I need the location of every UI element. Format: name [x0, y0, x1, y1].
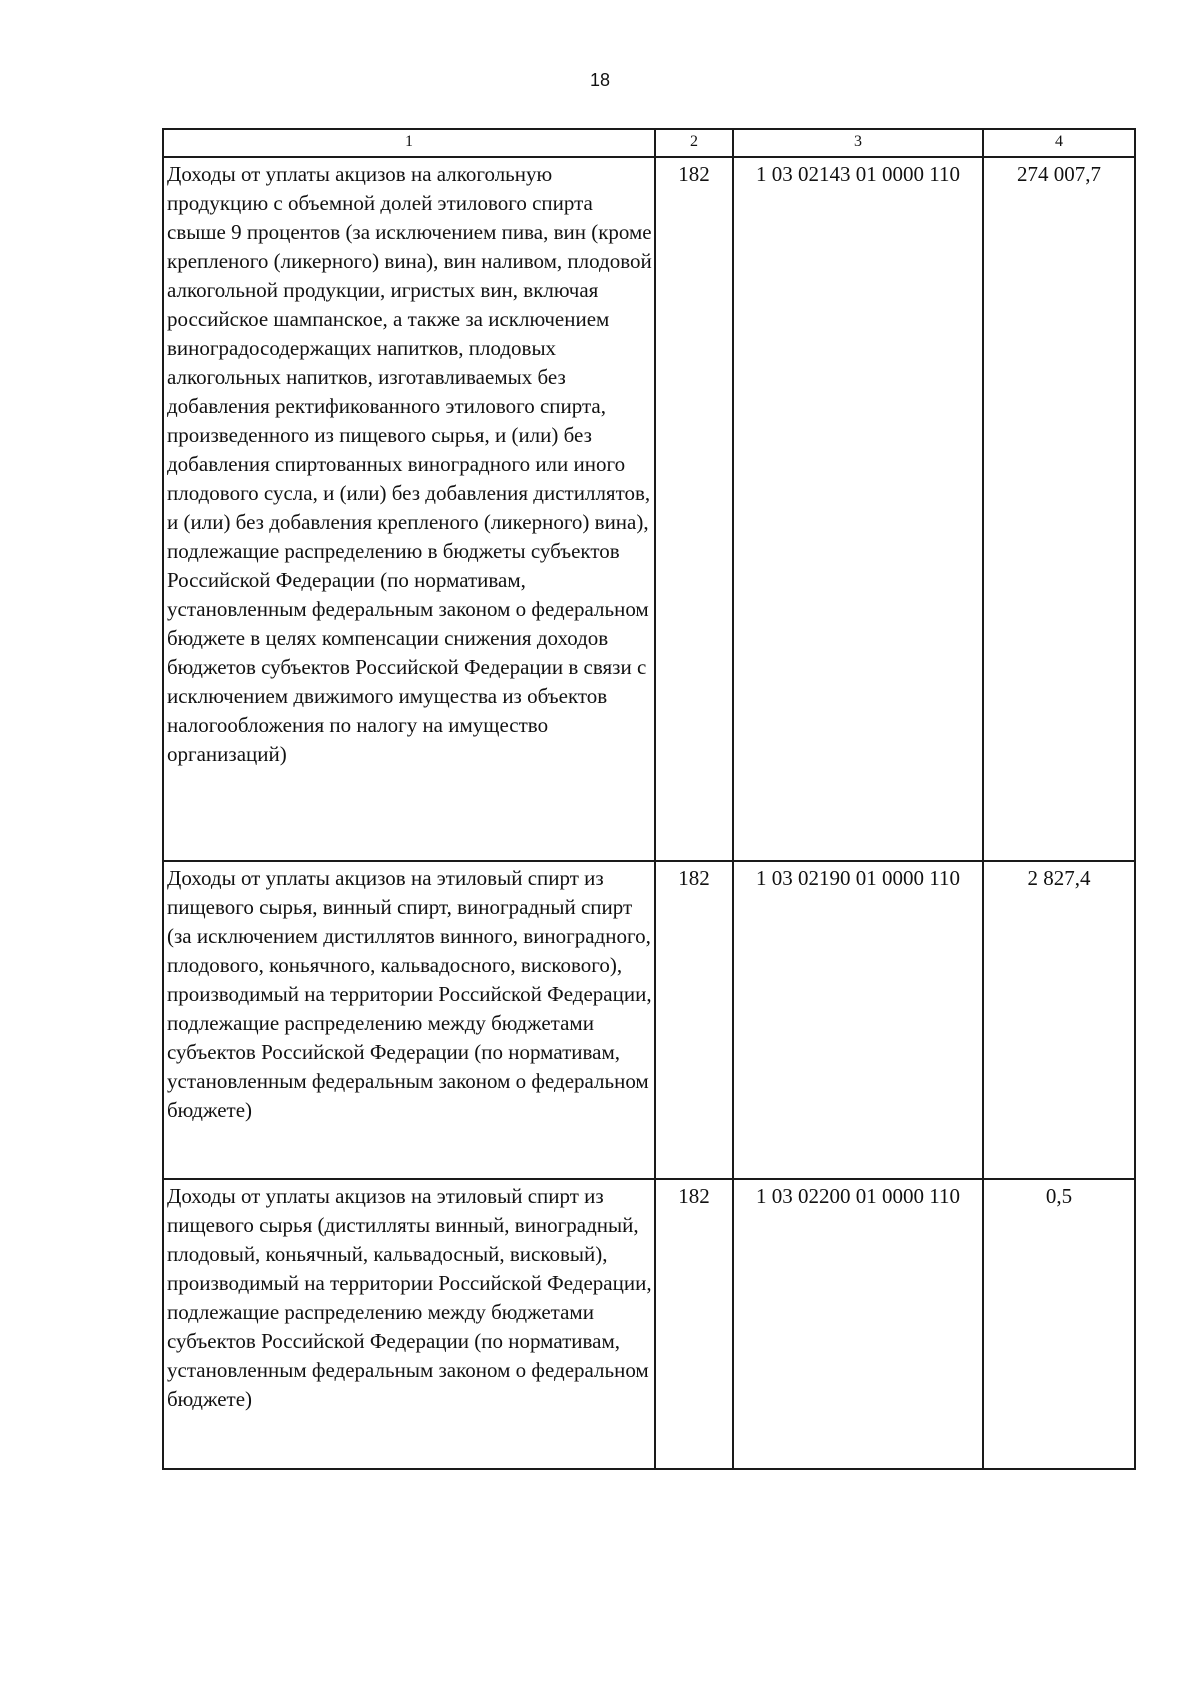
row-amount: 2 827,4 [983, 861, 1135, 1179]
row-admin-code: 182 [655, 1179, 733, 1469]
column-header-2: 2 [655, 129, 733, 157]
row-classification-code: 1 03 02200 01 0000 110 [733, 1179, 983, 1469]
row-classification-code: 1 03 02190 01 0000 110 [733, 861, 983, 1179]
row-description: Доходы от уплаты акцизов на алкогольную продукцию с объемной долей этилового спирта свыше 9 процентов (за исключением пива, вин (кроме крепленого (ликерного) вина), вин наливом, плодовой алкогольной продукции, игристых вин, включая российское шампанское, а также за исключением виноградосодержащих напитков, плодовых алкогольных напитков, изготавливаемых без добавления ректификованного этилового спирта, произведенного из пищевого сырья, и (или) без добавления спиртованных виноградного или иного плодового сусла, и (или) без добавления дистиллятов, и (или) без добавления крепленого (ликерного) вина), подлежащие распределению в бюджеты субъектов Российской Федерации (по нормативам, установленным федеральным законом о федеральном бюджете в целях компенсации снижения доходов бюджетов субъектов Российской Федерации в связи с исключением движимого имущества из объектов налогообложения по налогу на имущество организаций) [163, 157, 655, 861]
table-header-row [163, 129, 1135, 157]
row-admin-code: 182 [655, 861, 733, 1179]
table-row [163, 861, 1135, 1179]
page-number: 18 [589, 70, 611, 90]
row-description: Доходы от уплаты акцизов на этиловый спирт из пищевого сырья (дистилляты винный, виноградный, плодовый, коньячный, кальвадосный, висковый), производимый на территории Российской Федерации, подлежащие распределению между бюджетами субъектов Российской Федерации (по нормативам, установленным федеральным законом о федеральном бюджете) [163, 1179, 655, 1469]
column-header-4: 4 [983, 129, 1135, 157]
column-header-3: 3 [733, 129, 983, 157]
row-classification-code: 1 03 02143 01 0000 110 [733, 157, 983, 861]
table-row [163, 157, 1135, 861]
row-amount: 274 007,7 [983, 157, 1135, 861]
row-description: Доходы от уплаты акцизов на этиловый спирт из пищевого сырья, винный спирт, виноградный спирт (за исключением дистиллятов винного, виноградного, плодового, коньячного, кальвадосного, вискового), производимый на территории Российской Федерации, подлежащие распределению между бюджетами субъектов Российской Федерации (по нормативам, установленным федеральным законом о федеральном бюджете) [163, 861, 655, 1179]
row-admin-code: 182 [655, 157, 733, 861]
column-header-1: 1 [163, 129, 655, 157]
row-amount: 0,5 [983, 1179, 1135, 1469]
revenue-table [162, 128, 1136, 1470]
table-row [163, 1179, 1135, 1469]
